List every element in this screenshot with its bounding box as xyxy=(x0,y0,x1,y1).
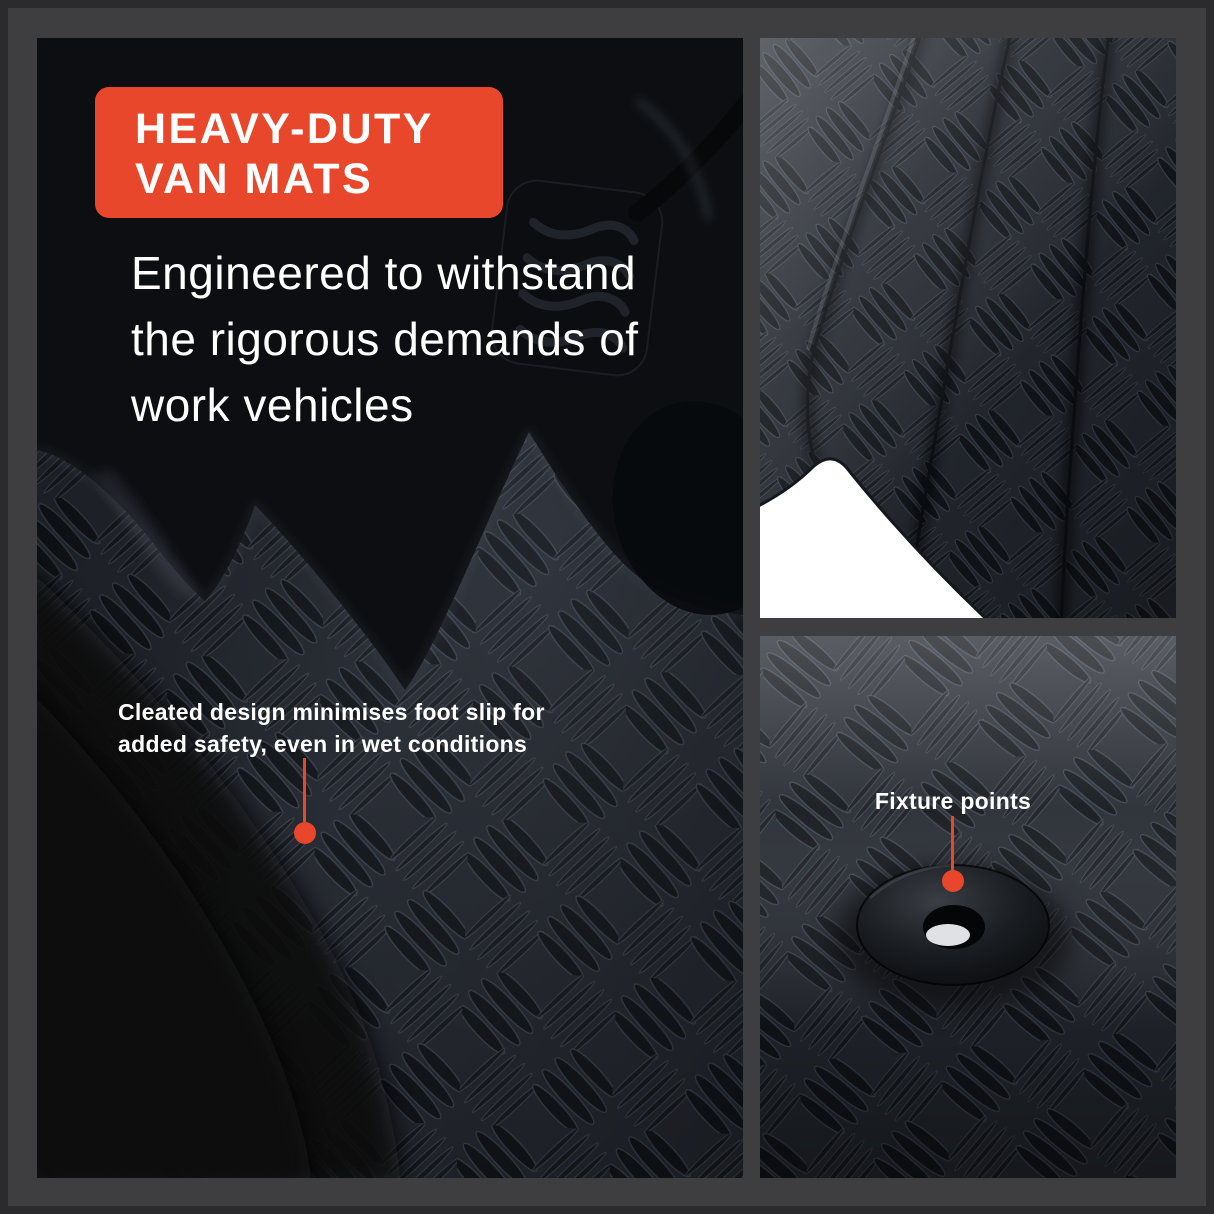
headline xyxy=(131,240,639,438)
pointer-line xyxy=(951,816,954,874)
annotation-line1: Cleated design minimises foot slip for xyxy=(118,699,545,725)
fixture-points-label: Fixture points xyxy=(874,788,1032,814)
pointer-dot-icon xyxy=(294,822,316,844)
hole-through-light xyxy=(926,924,970,946)
cleated-design-annotation xyxy=(118,696,545,760)
stacked-mats-photo xyxy=(760,38,1176,618)
headline-line3: work vehicles xyxy=(131,379,414,431)
headline-line2: the rigorous demands of xyxy=(131,313,639,365)
fixture-point-photo xyxy=(760,636,1176,1178)
headline-line1: Engineered to withstand xyxy=(131,247,637,299)
product-badge xyxy=(95,87,503,218)
pointer-line xyxy=(303,758,306,822)
pointer-dot-icon xyxy=(942,870,964,892)
badge-title-line2: VAN MATS xyxy=(135,155,374,203)
badge-title-line1: HEAVY-DUTY xyxy=(135,105,434,153)
annotation-line2: added safety, even in wet conditions xyxy=(118,731,528,757)
